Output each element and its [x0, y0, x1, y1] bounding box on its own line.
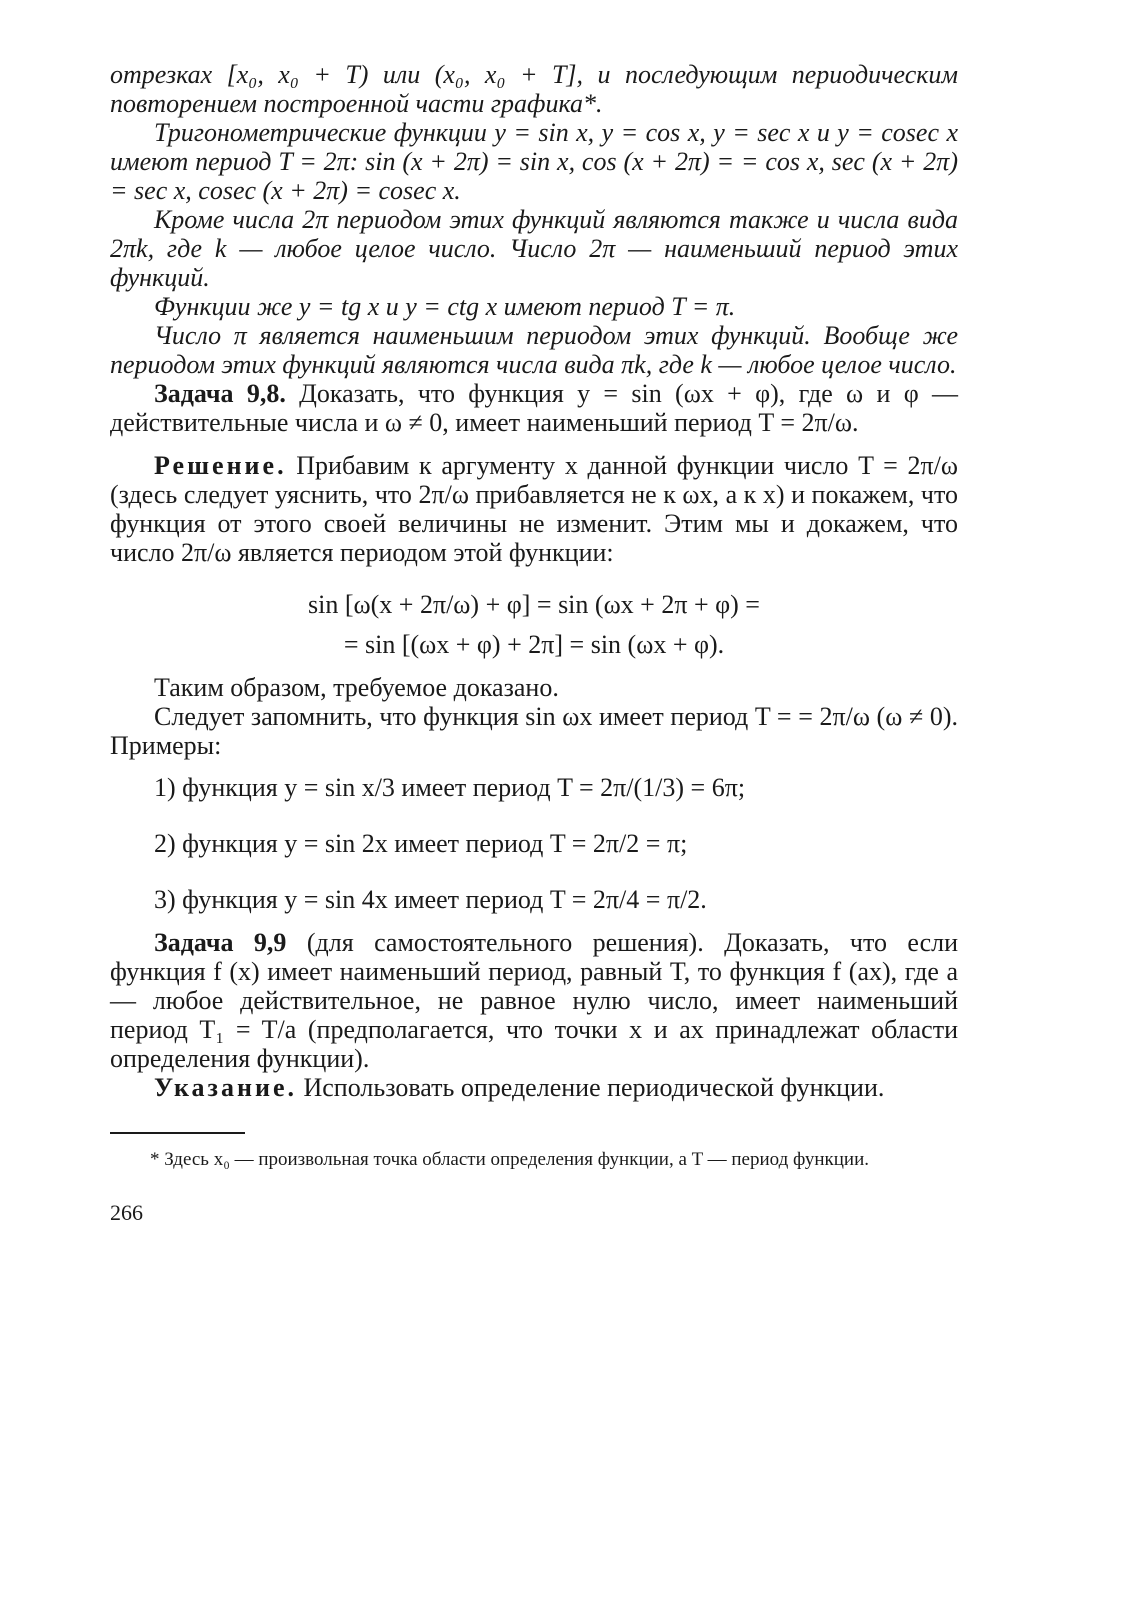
task-9-8	[110, 379, 958, 437]
formula-line-2: = sin [(ωx + φ) + 2π] = sin (ωx + φ).	[343, 630, 725, 659]
remember-note: Следует запомнить, что функция sin ωx имеет период T = = 2π/ω (ω ≠ 0). Примеры:	[110, 702, 958, 760]
paragraph-graph-construction: отрезках [x₀, x₀ + T) или (x₀, x₀ + T], и последующим периодическим повторением построенной части графика*.	[110, 60, 958, 118]
page-content	[110, 60, 958, 1227]
solution-text: Прибавим к аргументу x данной функции число T = 2π/ω (здесь следует уяснить, что 2π/ω прибавляется не к ωx, а к x) и покажем, что функция от этого своей величины не изменит. Этим мы и докажем, что число 2π/ω является периодом этой функции:	[110, 451, 958, 567]
hint-label: Указание.	[154, 1073, 297, 1102]
example-item: 3) функция y = sin 4x имеет период T = 2π/4 = π/2.	[154, 885, 707, 914]
footnote: * Здесь x₀ — произвольная точка области определения функции, а T — период функции.	[150, 1149, 870, 1170]
example-item: 1) функция y = sin x/3 имеет период T = 2π/(1/3) = 6π;	[154, 773, 746, 802]
solution-label: Решение.	[154, 451, 287, 480]
footnote-divider	[110, 1132, 245, 1134]
example-item: 2) функция y = sin 2x имеет период T = 2π/2 = π;	[154, 829, 688, 858]
task-9-8-label: Задача 9,8.	[154, 379, 286, 408]
hint-text: Использовать определение периодической функции.	[303, 1073, 885, 1102]
task-9-8-text: Доказать, что функция y = sin (ωx + φ), где ω и φ — действительные числа и ω ≠ 0, имеет наименьший период T = 2π/ω.	[110, 379, 959, 437]
page-number: 266	[110, 1200, 143, 1225]
formula-line-1: sin [ω(x + 2π/ω) + φ] = sin (ωx + 2π + φ) =	[308, 590, 760, 619]
paragraph-period-multiples: Кроме числа 2π периодом этих функций являются также и числа вида 2πk, где k — любое целое число. Число 2π — наименьший период этих функций.	[110, 205, 958, 292]
paragraph-smallest-period: Число π является наименьшим периодом этих функций. Вообще же периодом этих функций являются числа вида πk, где k — любое целое число.	[110, 321, 958, 379]
solution	[110, 451, 958, 567]
task-9-9-text: (для самостоятельного решения). Доказать, что если функция f (x) имеет наименьший период, равный T, то функция f (ax), где a — любое действительное, не равное нулю число, имеет наименьший период T₁ = T/a (предполагается, что точки x и ax принадлежат области определения функции).	[110, 928, 959, 1073]
paragraph-tan-cot-period: Функции же y = tg x и y = ctg x имеют период T = π.	[154, 292, 736, 321]
paragraph-trig-periods: Тригонометрические функции y = sin x, y = cos x, y = sec x и y = cosec x имеют период T = 2π: sin (x + 2π) = sin x, cos (x + 2π) = = cos x, sec (x + 2π) = sec x, cosec (x + 2π) = cosec x.	[110, 118, 958, 205]
task-9-9-label: Задача 9,9	[154, 928, 287, 957]
hint	[110, 1073, 958, 1102]
solution-conclusion: Таким образом, требуемое доказано.	[154, 673, 559, 702]
formula-block	[110, 585, 958, 665]
examples-list	[110, 760, 958, 928]
task-9-9	[110, 928, 958, 1073]
